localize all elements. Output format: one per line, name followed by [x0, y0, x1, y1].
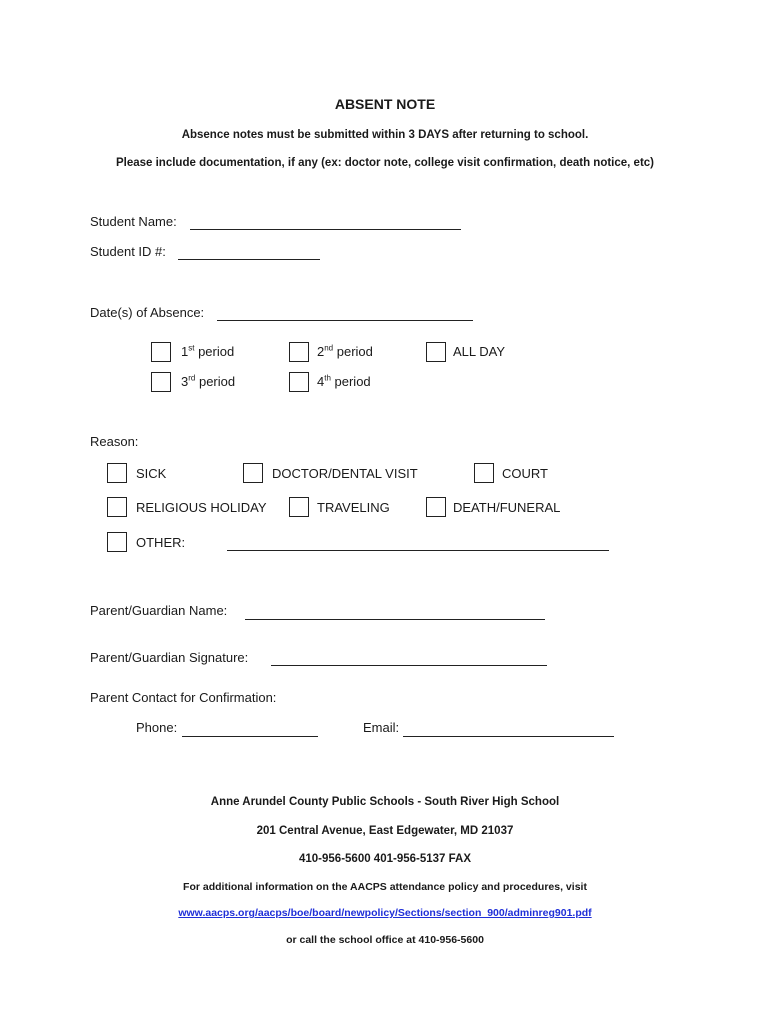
reason-other-field[interactable] [227, 550, 609, 551]
period-4-checkbox[interactable] [289, 372, 309, 392]
instruction-documentation: Please include documentation, if any (ex: doctor note, college visit confirmation, death notice, etc) [115, 157, 655, 169]
dates-of-absence-field[interactable] [217, 320, 473, 321]
phone-field[interactable] [182, 736, 318, 737]
reason-sick-checkbox[interactable] [107, 463, 127, 483]
period-1-label: 1st period [181, 343, 235, 359]
reason-other-label: OTHER: [136, 535, 186, 550]
reason-death-funeral-checkbox[interactable] [426, 497, 446, 517]
reason-doctor-label: DOCTOR/DENTAL VISIT [272, 466, 418, 481]
email-label: Email: [363, 720, 400, 735]
parent-signature-label: Parent/Guardian Signature: [90, 650, 249, 665]
reason-religious-holiday-checkbox[interactable] [107, 497, 127, 517]
period-2-label: 2nd period [317, 343, 373, 359]
reason-other-checkbox[interactable] [107, 532, 127, 552]
school-address: 201 Central Avenue, East Edgewater, MD 21037 [256, 825, 514, 837]
all-day-label: ALL DAY [453, 344, 506, 359]
school-phone-numbers: 410-956-5600 401-956-5137 FAX [299, 853, 471, 865]
reason-court-label: COURT [502, 466, 548, 481]
period-2-checkbox[interactable] [289, 342, 309, 362]
student-name-field[interactable] [190, 229, 461, 230]
reason-label: Reason: [90, 434, 139, 449]
student-id-field[interactable] [178, 259, 320, 260]
reason-court-checkbox[interactable] [474, 463, 494, 483]
email-field[interactable] [403, 736, 614, 737]
parent-name-label: Parent/Guardian Name: [90, 603, 228, 618]
all-day-checkbox[interactable] [426, 342, 446, 362]
reason-religious-holiday-label: RELIGIOUS HOLIDAY [136, 500, 267, 515]
student-name-label: Student Name: [90, 214, 177, 229]
reason-traveling-label: TRAVELING [317, 500, 390, 515]
reason-traveling-checkbox[interactable] [289, 497, 309, 517]
phone-label: Phone: [136, 720, 178, 735]
school-name: Anne Arundel County Public Schools - South River High School [210, 796, 560, 808]
parent-contact-label: Parent Contact for Confirmation: [90, 690, 277, 705]
reason-death-funeral-label: DEATH/FUNERAL [453, 500, 561, 515]
student-id-label: Student ID #: [90, 244, 166, 259]
form-title: ABSENT NOTE [334, 96, 436, 112]
reason-sick-label: SICK [136, 466, 167, 481]
period-4-label: 4th period [317, 373, 371, 389]
period-3-label: 3rd period [181, 373, 236, 389]
reason-doctor-checkbox[interactable] [243, 463, 263, 483]
parent-name-field[interactable] [245, 619, 545, 620]
policy-info-text: For additional information on the AACPS attendance policy and procedures, visit [183, 881, 587, 893]
call-office-text: or call the school office at 410-956-5600 [286, 934, 484, 946]
parent-signature-field[interactable] [271, 665, 547, 666]
dates-of-absence-label: Date(s) of Absence: [90, 305, 205, 320]
instruction-deadline: Absence notes must be submitted within 3 DAYS after returning to school. [181, 129, 589, 141]
period-1-checkbox[interactable] [151, 342, 171, 362]
period-3-checkbox[interactable] [151, 372, 171, 392]
policy-link[interactable]: www.aacps.org/aacps/boe/board/newpolicy/Sections/section_900/adminreg901.pdf [178, 907, 592, 919]
